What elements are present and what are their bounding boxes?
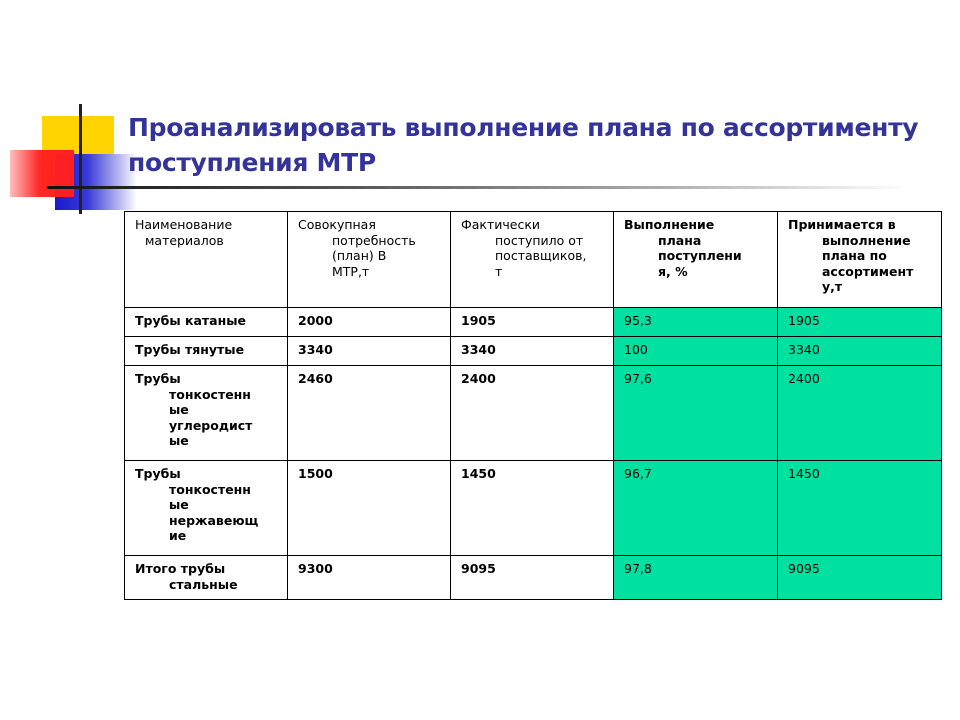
header-text: Наименование bbox=[135, 217, 233, 232]
name-text: Итого трубы bbox=[135, 561, 226, 576]
decor-horizontal-line bbox=[47, 186, 910, 189]
name-text: нержавеющ bbox=[169, 512, 259, 528]
slide-title: Проанализировать выполнение плана по ассортименту поступления МТР bbox=[128, 113, 919, 177]
header-text: у,т bbox=[822, 279, 843, 294]
cell-percent: 96,7 bbox=[614, 461, 778, 556]
cell-accepted: 2400 bbox=[778, 366, 942, 461]
header-text: Фактически bbox=[461, 217, 540, 232]
cell-percent: 100 bbox=[614, 337, 778, 366]
cell-accepted: 3340 bbox=[778, 337, 942, 366]
header-text: (план) В bbox=[332, 248, 387, 263]
header-text: плана bbox=[658, 232, 702, 248]
name-text: стальные bbox=[169, 576, 238, 592]
header-text: Совокупная bbox=[298, 217, 376, 232]
table-header-row bbox=[125, 212, 942, 308]
header-plan bbox=[288, 212, 451, 308]
header-accepted bbox=[778, 212, 942, 308]
cell-name bbox=[125, 461, 288, 556]
header-text: поступило от bbox=[495, 232, 584, 248]
header-text: МТР,т bbox=[332, 263, 370, 279]
cell-name bbox=[125, 556, 288, 600]
name-text: ие bbox=[169, 528, 187, 543]
header-percent bbox=[614, 212, 778, 308]
header-text: ассортимент bbox=[822, 263, 914, 279]
name-text: тонкостенн bbox=[169, 386, 251, 402]
header-text: выполнение bbox=[822, 232, 911, 248]
cell-name bbox=[125, 308, 288, 337]
table-row bbox=[125, 337, 942, 366]
header-text: плана по bbox=[822, 248, 887, 263]
name-text: тонкостенн bbox=[169, 481, 251, 497]
header-text: Принимается в bbox=[788, 217, 896, 232]
table-row bbox=[125, 461, 942, 556]
name-text: углеродист bbox=[169, 417, 253, 433]
cell-actual: 9095 bbox=[451, 556, 614, 600]
cell-name bbox=[125, 366, 288, 461]
cell-plan: 3340 bbox=[288, 337, 451, 366]
cell-accepted: 9095 bbox=[778, 556, 942, 600]
table-row bbox=[125, 366, 942, 461]
name-text: ые bbox=[169, 497, 189, 512]
table-row-total bbox=[125, 556, 942, 600]
table-row bbox=[125, 308, 942, 337]
decor-vertical-line bbox=[79, 104, 82, 214]
decor-red-square bbox=[10, 150, 74, 197]
cell-plan: 9300 bbox=[288, 556, 451, 600]
header-actual bbox=[451, 212, 614, 308]
header-text: я, % bbox=[658, 263, 688, 279]
name-text: Трубы тянутые bbox=[135, 342, 245, 357]
header-text: поступлени bbox=[658, 248, 742, 263]
name-text: Трубы bbox=[135, 371, 181, 386]
cell-actual: 1450 bbox=[451, 461, 614, 556]
cell-plan: 2460 bbox=[288, 366, 451, 461]
name-text: ые bbox=[169, 402, 189, 417]
cell-plan: 1500 bbox=[288, 461, 451, 556]
header-text: т bbox=[495, 263, 503, 279]
header-name bbox=[125, 212, 288, 308]
cell-accepted: 1450 bbox=[778, 461, 942, 556]
cell-accepted: 1905 bbox=[778, 308, 942, 337]
cell-plan: 2000 bbox=[288, 308, 451, 337]
name-text: Трубы катаные bbox=[135, 313, 247, 328]
name-text: ые bbox=[169, 433, 189, 448]
header-text: потребность bbox=[332, 232, 416, 248]
cell-actual: 1905 bbox=[451, 308, 614, 337]
cell-name bbox=[125, 337, 288, 366]
cell-actual: 3340 bbox=[451, 337, 614, 366]
name-text: Трубы bbox=[135, 466, 181, 481]
cell-percent: 97,6 bbox=[614, 366, 778, 461]
header-text: материалов bbox=[145, 232, 224, 248]
fulfilment-table bbox=[124, 211, 942, 600]
cell-actual: 2400 bbox=[451, 366, 614, 461]
header-text: Выполнение bbox=[624, 217, 715, 232]
cell-percent: 95,3 bbox=[614, 308, 778, 337]
header-text: поставщиков, bbox=[495, 248, 587, 263]
cell-percent: 97,8 bbox=[614, 556, 778, 600]
